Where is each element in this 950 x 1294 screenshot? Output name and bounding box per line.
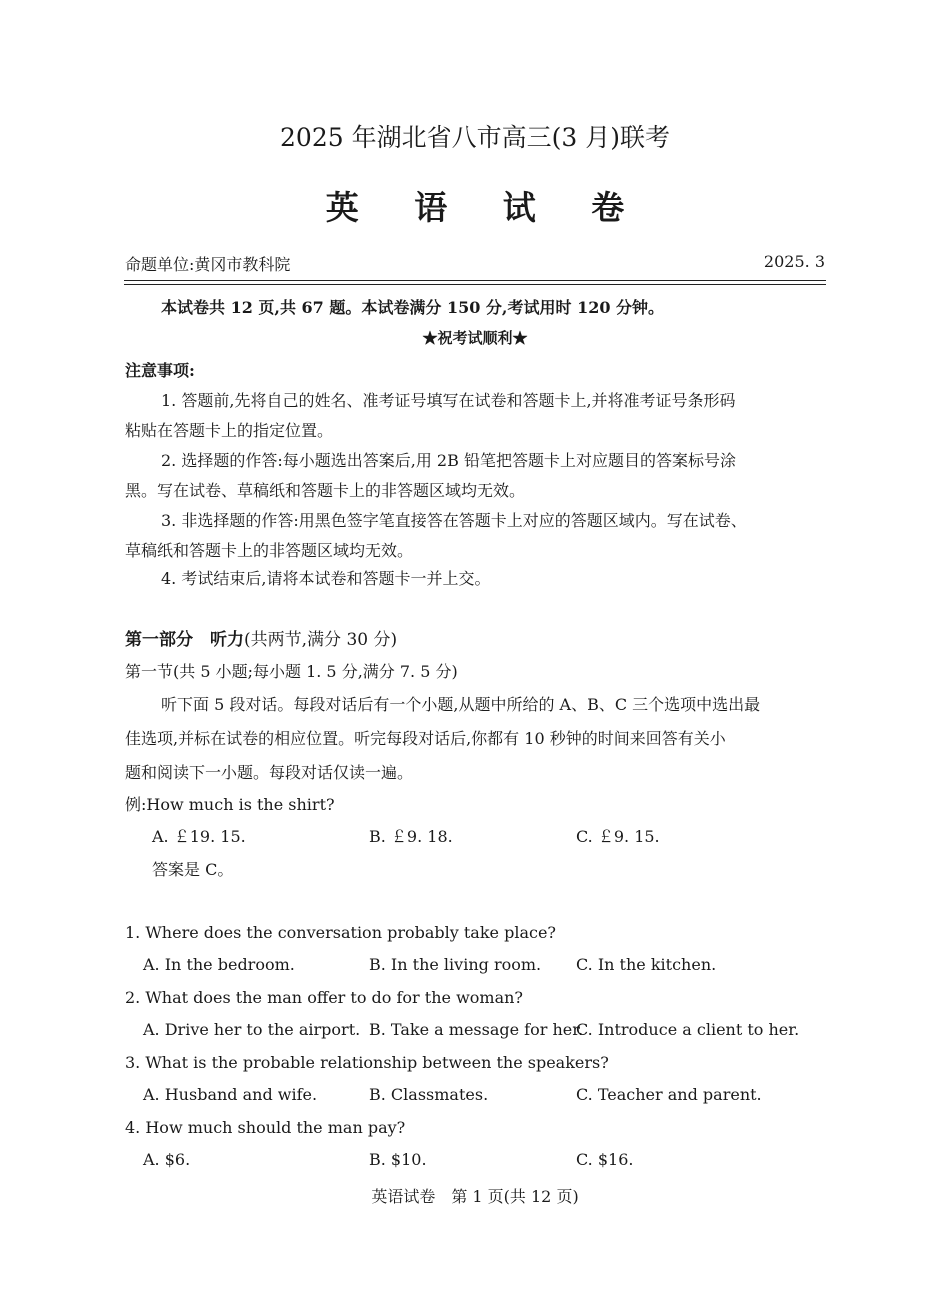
author-unit: 命题单位:黄冈市教科院: [125, 255, 291, 274]
q4-option-a: A. $6.: [143, 1150, 191, 1169]
q3-option-b: B. Classmates.: [369, 1085, 489, 1104]
header-rule-bottom: [124, 284, 826, 285]
page-footer: 英语试卷 第 1 页(共 12 页): [371, 1187, 579, 1206]
notice-line: 2. 选择题的作答:每小题选出答案后,用 2B 铅笔把答题卡上对应题目的答案标号涂: [161, 451, 736, 470]
question-2: 2. What does the man offer to do for the woman?: [125, 988, 523, 1007]
q4-option-b: B. $10.: [369, 1150, 427, 1169]
notice-line: 1. 答题前,先将自己的姓名、准考证号填写在试卷和答题卡上,并将准考证号条形码: [161, 391, 736, 410]
example-question: 例:How much is the shirt?: [125, 795, 335, 814]
section-heading: 第一节(共 5 小题;每小题 1. 5 分,满分 7. 5 分): [125, 662, 458, 681]
instruction-line: 佳选项,并标在试卷的相应位置。听完每段对话后,你都有 10 秒钟的时间来回答有关小: [125, 729, 726, 748]
question-1: 1. Where does the conversation probably take place?: [125, 923, 556, 942]
notice-line: 4. 考试结束后,请将本试卷和答题卡一并上交。: [161, 569, 491, 588]
q4-option-c: C. $16.: [576, 1150, 634, 1169]
notice-line: 黑。写在试卷、草稿纸和答题卡上的非答题区域均无效。: [125, 481, 526, 500]
exam-date: 2025. 3: [763, 252, 825, 271]
example-answer: 答案是 C。: [152, 860, 234, 879]
question-3: 3. What is the probable relationship between the speakers?: [125, 1053, 609, 1072]
q2-option-c: C. Introduce a client to her.: [576, 1020, 800, 1039]
exam-subtitle: 英 语 试 卷: [325, 188, 647, 227]
instruction-line: 题和阅读下一小题。每段对话仅读一遍。: [125, 763, 414, 782]
q3-option-c: C. Teacher and parent.: [576, 1085, 762, 1104]
q1-option-b: B. In the living room.: [369, 955, 542, 974]
part-heading-rest: (共两节,满分 30 分): [244, 630, 398, 650]
question-4: 4. How much should the man pay?: [125, 1118, 406, 1137]
notice-heading: 注意事项:: [125, 361, 195, 380]
exam-summary: 本试卷共 12 页,共 67 题。本试卷满分 150 分,考试用时 120 分钟。: [161, 298, 665, 317]
q2-option-b: B. Take a message for her.: [369, 1020, 584, 1039]
example-option-b: B. ￡9. 18.: [369, 827, 453, 846]
q2-option-a: A. Drive her to the airport.: [143, 1020, 361, 1039]
q1-option-a: A. In the bedroom.: [143, 955, 295, 974]
exam-title: 2025 年湖北省八市高三(3 月)联考: [280, 123, 670, 152]
q3-option-a: A. Husband and wife.: [143, 1085, 318, 1104]
part-heading-bold: 第一部分 听力: [125, 630, 244, 650]
instruction-line: 听下面 5 段对话。每段对话后有一个小题,从题中所给的 A、B、C 三个选项中选出最: [161, 695, 761, 714]
example-option-a: A. ￡19. 15.: [152, 827, 246, 846]
example-option-c: C. ￡9. 15.: [576, 827, 660, 846]
part-heading: [125, 625, 397, 650]
notice-line: 3. 非选择题的作答:用黑色签字笔直接答在答题卡上对应的答题区域内。写在试卷、: [161, 511, 747, 530]
notice-line: 草稿纸和答题卡上的非答题区域均无效。: [125, 541, 414, 560]
good-luck-banner: ★祝考试顺利★: [422, 329, 528, 347]
notice-line: 粘贴在答题卡上的指定位置。: [125, 421, 334, 440]
q1-option-c: C. In the kitchen.: [576, 955, 717, 974]
header-rule-top: [124, 280, 826, 281]
